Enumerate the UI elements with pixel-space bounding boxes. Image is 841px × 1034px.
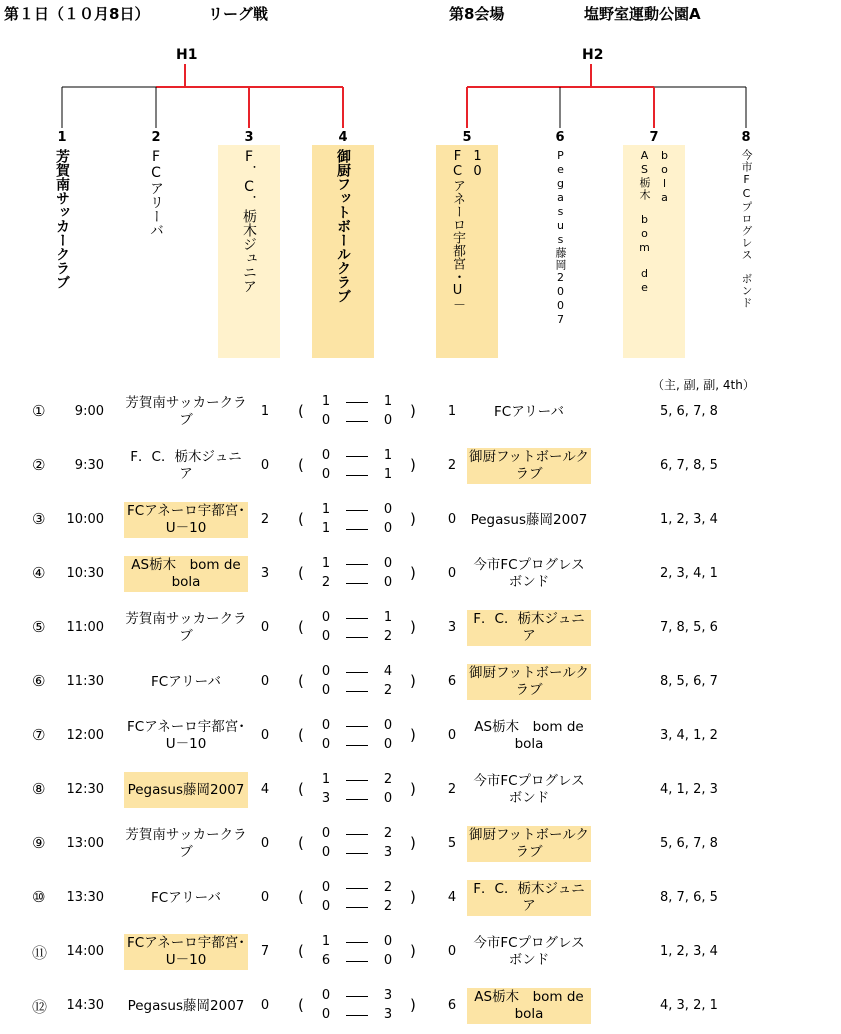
away-total-score: 4 xyxy=(447,890,457,905)
home-second-half: 0 xyxy=(321,467,331,482)
close-paren: ) xyxy=(410,618,416,636)
away-total-score: 2 xyxy=(447,782,457,797)
away-total-score: 2 xyxy=(447,458,457,473)
kickoff-time: 9:00 xyxy=(74,404,104,419)
home-second-half: 0 xyxy=(321,845,331,860)
match-row xyxy=(0,926,841,980)
team-number: 2 xyxy=(151,130,161,145)
score-dash xyxy=(346,961,368,962)
group-label-h1: H1 xyxy=(176,47,198,63)
away-team: 御厨フットボールクラブ xyxy=(468,449,589,482)
away-second-half: 0 xyxy=(383,413,393,428)
match-row xyxy=(0,818,841,872)
home-first-half: 0 xyxy=(321,448,331,463)
away-total-score: 6 xyxy=(447,998,457,1013)
score-dash xyxy=(346,583,368,584)
match-row xyxy=(0,980,841,1034)
home-team: Pegasus藤岡2007 xyxy=(124,772,248,808)
home-second-half: 1 xyxy=(321,521,331,536)
team-name: FCアネーロ宇都宮・U－ xyxy=(450,149,465,311)
score-dash xyxy=(346,996,368,997)
away-second-half: 0 xyxy=(383,953,393,968)
home-second-half: 2 xyxy=(321,575,331,590)
home-second-half: 0 xyxy=(321,899,331,914)
home-second-half: 0 xyxy=(321,1007,331,1022)
team-column xyxy=(529,145,591,358)
away-second-half: 0 xyxy=(383,521,393,536)
away-total-score: 3 xyxy=(447,620,457,635)
close-paren: ) xyxy=(410,672,416,690)
away-second-half: 0 xyxy=(383,575,393,590)
score-dash xyxy=(346,726,368,727)
group-bracket xyxy=(0,0,841,135)
home-first-half: 1 xyxy=(321,502,331,517)
open-paren: ( xyxy=(298,996,304,1014)
match-number: ⑤ xyxy=(32,618,46,636)
away-first-half: 2 xyxy=(383,880,393,895)
open-paren: ( xyxy=(298,942,304,960)
away-team: AS栃木 bom de bola xyxy=(467,988,591,1024)
away-team: Pegasus藤岡2007 xyxy=(470,511,588,528)
close-paren: ) xyxy=(410,834,416,852)
away-first-half: 0 xyxy=(383,502,393,517)
venue-number: 第8会場 xyxy=(449,5,505,23)
team-column xyxy=(312,145,374,358)
referee-assignment: 2, 3, 4, 1 xyxy=(660,566,718,581)
referee-header: （主, 副, 副, 4th） xyxy=(652,378,755,392)
referee-assignment: 4, 1, 2, 3 xyxy=(660,782,718,797)
kickoff-time: 9:30 xyxy=(74,458,104,473)
match-number: ⑦ xyxy=(32,726,46,744)
away-second-half: 3 xyxy=(383,1007,393,1022)
away-team: 今市FCプログレス ボンド xyxy=(473,773,585,806)
home-second-half: 0 xyxy=(321,683,331,698)
close-paren: ) xyxy=(410,564,416,582)
venue-name: 塩野室運動公園A xyxy=(584,5,701,23)
kickoff-time: 10:00 xyxy=(66,512,104,527)
home-total-score: 0 xyxy=(260,674,270,689)
team-number: 8 xyxy=(741,130,751,145)
home-total-score: 0 xyxy=(260,998,270,1013)
referee-assignment: 1, 2, 3, 4 xyxy=(660,944,718,959)
away-first-half: 2 xyxy=(383,772,393,787)
away-team: F．C．栃木ジュニア xyxy=(467,610,591,646)
match-row xyxy=(0,764,841,818)
match-row xyxy=(0,440,841,494)
referee-assignment: 6, 7, 8, 5 xyxy=(660,458,718,473)
kickoff-time: 11:00 xyxy=(66,620,104,635)
away-second-half: 2 xyxy=(383,899,393,914)
home-total-score: 0 xyxy=(260,458,270,473)
home-first-half: 0 xyxy=(321,664,331,679)
away-team: FCアリーバ xyxy=(494,403,564,420)
away-team: AS栃木 bom de bola xyxy=(474,719,598,752)
score-dash xyxy=(346,853,368,854)
referee-assignment: 5, 6, 7, 8 xyxy=(660,836,718,851)
kickoff-time: 11:30 xyxy=(66,674,104,689)
match-row xyxy=(0,656,841,710)
away-team: 今市FCプログレス ボンド xyxy=(473,557,585,590)
match-number: ④ xyxy=(32,564,46,582)
home-team: FCアネーロ宇都宮･U－10 xyxy=(124,502,248,538)
referee-assignment: 7, 8, 5, 6 xyxy=(660,620,718,635)
away-second-half: 0 xyxy=(383,737,393,752)
score-dash xyxy=(346,799,368,800)
away-second-half: 2 xyxy=(383,683,393,698)
score-dash xyxy=(346,942,368,943)
home-first-half: 1 xyxy=(321,934,331,949)
score-dash xyxy=(346,402,368,403)
home-total-score: 1 xyxy=(260,404,270,419)
kickoff-time: 12:00 xyxy=(66,728,104,743)
away-total-score: 1 xyxy=(447,404,457,419)
team-number: 6 xyxy=(555,130,565,145)
team-name: AS栃木 bom de xyxy=(638,149,651,295)
home-second-half: 0 xyxy=(321,737,331,752)
score-dash xyxy=(346,564,368,565)
home-second-half: 3 xyxy=(321,791,331,806)
score-dash xyxy=(346,745,368,746)
kickoff-time: 13:30 xyxy=(66,890,104,905)
kickoff-time: 10:30 xyxy=(66,566,104,581)
referee-assignment: 3, 4, 1, 2 xyxy=(660,728,718,743)
home-team: AS栃木 bom de bola xyxy=(124,556,248,592)
home-total-score: 2 xyxy=(260,512,270,527)
score-dash xyxy=(346,834,368,835)
score-dash xyxy=(346,475,368,476)
kickoff-time: 12:30 xyxy=(66,782,104,797)
home-total-score: 7 xyxy=(260,944,270,959)
away-team: 御厨フットボールクラブ xyxy=(468,827,589,860)
match-number: ⑨ xyxy=(32,834,46,852)
close-paren: ) xyxy=(410,996,416,1014)
home-team: 芳賀南サッカークラブ xyxy=(125,395,247,428)
away-second-half: 1 xyxy=(383,467,393,482)
open-paren: ( xyxy=(298,780,304,798)
team-name: 今市FCプログレス ボンド xyxy=(740,149,753,309)
home-team: FCアネーロ宇都宮･U－10 xyxy=(127,719,245,752)
open-paren: ( xyxy=(298,888,304,906)
away-first-half: 0 xyxy=(383,556,393,571)
kickoff-time: 14:30 xyxy=(66,998,104,1013)
open-paren: ( xyxy=(298,834,304,852)
away-total-score: 0 xyxy=(447,728,457,743)
score-dash xyxy=(346,672,368,673)
score-dash xyxy=(346,637,368,638)
away-first-half: 0 xyxy=(383,718,393,733)
open-paren: ( xyxy=(298,402,304,420)
match-number: ⑪ xyxy=(32,944,48,962)
away-first-half: 4 xyxy=(383,664,393,679)
home-total-score: 0 xyxy=(260,836,270,851)
referee-assignment: 8, 7, 6, 5 xyxy=(660,890,718,905)
match-number: ⑥ xyxy=(32,672,46,690)
home-second-half: 6 xyxy=(321,953,331,968)
score-dash xyxy=(346,907,368,908)
away-total-score: 5 xyxy=(447,836,457,851)
away-first-half: 0 xyxy=(383,934,393,949)
away-total-score: 0 xyxy=(447,944,457,959)
home-team: Pegasus藤岡2007 xyxy=(127,997,245,1014)
home-team: FCアリーバ xyxy=(151,673,221,690)
away-second-half: 2 xyxy=(383,629,393,644)
score-dash xyxy=(346,888,368,889)
away-first-half: 1 xyxy=(383,610,393,625)
home-team: 芳賀南サッカークラブ xyxy=(125,611,247,644)
team-name: 芳賀南サッカークラブ xyxy=(54,149,70,289)
score-dash xyxy=(346,1015,368,1016)
score-dash xyxy=(346,456,368,457)
away-second-half: 0 xyxy=(383,791,393,806)
away-team: 御厨フットボールクラブ xyxy=(468,665,589,698)
team-name: F．C．栃木ジュニア xyxy=(241,149,257,293)
home-team: FCアリーバ xyxy=(151,889,221,906)
open-paren: ( xyxy=(298,510,304,528)
team-name-second-line: bola xyxy=(658,149,671,205)
team-number: 4 xyxy=(338,130,348,145)
score-dash xyxy=(346,529,368,530)
match-number: ⑫ xyxy=(32,998,48,1016)
referee-assignment: 8, 5, 6, 7 xyxy=(660,674,718,689)
team-name: Pegasus藤岡2007 xyxy=(554,149,567,327)
team-column xyxy=(125,145,187,358)
group-label-h2: H2 xyxy=(582,47,604,63)
open-paren: ( xyxy=(298,672,304,690)
team-number: 3 xyxy=(244,130,254,145)
kickoff-time: 14:00 xyxy=(66,944,104,959)
open-paren: ( xyxy=(298,726,304,744)
match-number: ⑧ xyxy=(32,780,46,798)
score-dash xyxy=(346,618,368,619)
open-paren: ( xyxy=(298,456,304,474)
score-dash xyxy=(346,510,368,511)
away-total-score: 0 xyxy=(447,566,457,581)
team-column xyxy=(436,145,498,358)
team-name-second-line: 10 xyxy=(470,149,485,179)
away-first-half: 2 xyxy=(383,826,393,841)
team-number: 5 xyxy=(462,130,472,145)
match-row xyxy=(0,386,841,440)
close-paren: ) xyxy=(410,456,416,474)
away-first-half: 3 xyxy=(383,988,393,1003)
team-column xyxy=(715,145,777,358)
match-number: ② xyxy=(32,456,46,474)
close-paren: ) xyxy=(410,942,416,960)
home-first-half: 0 xyxy=(321,988,331,1003)
match-row xyxy=(0,494,841,548)
home-first-half: 1 xyxy=(321,394,331,409)
away-team: 今市FCプログレス ボンド xyxy=(473,935,585,968)
close-paren: ) xyxy=(410,780,416,798)
home-total-score: 0 xyxy=(260,890,270,905)
home-second-half: 0 xyxy=(321,629,331,644)
kickoff-time: 13:00 xyxy=(66,836,104,851)
home-first-half: 0 xyxy=(321,826,331,841)
close-paren: ) xyxy=(410,726,416,744)
match-row xyxy=(0,710,841,764)
away-total-score: 6 xyxy=(447,674,457,689)
referee-assignment: 1, 2, 3, 4 xyxy=(660,512,718,527)
open-paren: ( xyxy=(298,618,304,636)
close-paren: ) xyxy=(410,402,416,420)
home-total-score: 4 xyxy=(260,782,270,797)
score-dash xyxy=(346,691,368,692)
match-number: ① xyxy=(32,402,46,420)
match-row xyxy=(0,548,841,602)
away-second-half: 3 xyxy=(383,845,393,860)
score-dash xyxy=(346,780,368,781)
home-first-half: 1 xyxy=(321,556,331,571)
referee-assignment: 4, 3, 2, 1 xyxy=(660,998,718,1013)
home-first-half: 0 xyxy=(321,610,331,625)
team-number: 7 xyxy=(649,130,659,145)
match-row xyxy=(0,872,841,926)
home-first-half: 0 xyxy=(321,718,331,733)
home-team: FCアネーロ宇都宮･U－10 xyxy=(124,934,248,970)
team-column xyxy=(218,145,280,358)
match-type-label: リーグ戦 xyxy=(208,5,269,23)
away-first-half: 1 xyxy=(383,394,393,409)
close-paren: ) xyxy=(410,510,416,528)
close-paren: ) xyxy=(410,888,416,906)
team-name: FCアリーバ xyxy=(148,149,164,237)
match-number: ⑩ xyxy=(32,888,46,906)
away-team: F．C．栃木ジュニア xyxy=(467,880,591,916)
match-number: ③ xyxy=(32,510,46,528)
team-number: 1 xyxy=(57,130,67,145)
home-first-half: 1 xyxy=(321,772,331,787)
team-column xyxy=(31,145,93,358)
home-team: F．C．栃木ジュニア xyxy=(130,449,242,482)
away-first-half: 1 xyxy=(383,448,393,463)
day-label: 第１日（１０月8日） xyxy=(4,5,150,23)
home-first-half: 0 xyxy=(321,880,331,895)
home-total-score: 0 xyxy=(260,728,270,743)
match-row xyxy=(0,602,841,656)
team-name: 御厨フットボールクラブ xyxy=(335,149,351,303)
team-column xyxy=(623,145,685,358)
home-team: 芳賀南サッカークラブ xyxy=(125,827,247,860)
score-dash xyxy=(346,421,368,422)
away-total-score: 0 xyxy=(447,512,457,527)
home-second-half: 0 xyxy=(321,413,331,428)
home-total-score: 0 xyxy=(260,620,270,635)
open-paren: ( xyxy=(298,564,304,582)
home-total-score: 3 xyxy=(260,566,270,581)
referee-assignment: 5, 6, 7, 8 xyxy=(660,404,718,419)
